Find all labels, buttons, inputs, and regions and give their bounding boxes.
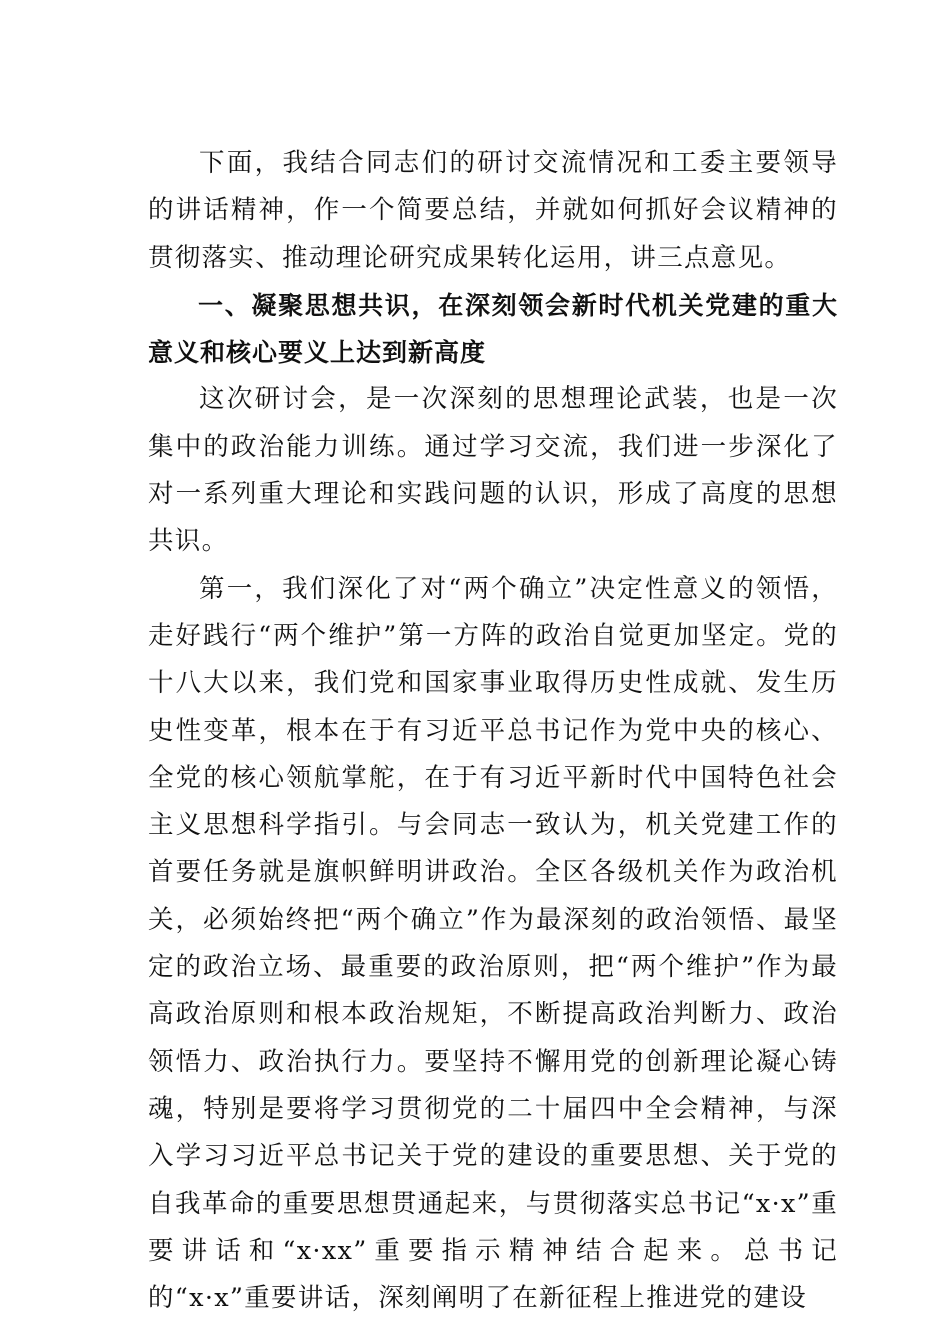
intro-paragraph: 下面，我结合同志们的研讨交流情况和工委主要领导的讲话精神，作一个简要总结，并就如何抓好会议精神的贯彻落实、推动理论研究成果转化运用，讲三点意见。 <box>148 148 838 273</box>
body-paragraph: 第一，我们深化了对“两个确立”决定性意义的领悟，走好践行“两个维护”第一方阵的政治自觉更加坚定。党的十八大以来，我们党和国家事业取得历史性成就、发生历史性变革，根本在于有习近平总书记作为党中央的核心、全党的核心领航掌舵，在于有习近平新时代中国特色社会主义思想科学指引。与会同志一致认为，机关党建工作的首要任务就是旗帜鲜明讲政治。全区各级机关作为政治机关，必须始终把“两个确立”作为最深刻的政治领悟、最坚定的政治立场、最重要的政治原则，把“两个维护”作为最高政治原则和根本政治规矩，不断提高政治判断力、政治领悟力、政治执行力。要坚持不懈用党的创新理论凝心铸魂，特别是要将学习贯彻党的二十届四中全会精神，与深入学习习近平总书记关于党的建设的重要思想、关于党的自我革命的重要思想贯通起来，与贯彻落实总书记“x·x”重要讲话和“x·xx”重要指示精神结合起来。总书记的“x·x”重要讲话，深刻阐明了在新征程上推进党的建设 <box>148 573 838 1314</box>
document-body <box>148 140 838 1322</box>
section-heading: 一、凝聚思想共识，在深刻领会新时代机关党建的重大意义和核心要义上达到新高度 <box>148 290 838 368</box>
body-paragraph: 这次研讨会，是一次深刻的思想理论武装，也是一次集中的政治能力训练。通过学习交流，我们进一步深化了对一系列重大理论和实践问题的认识，形成了高度的思想共识。 <box>148 384 838 557</box>
